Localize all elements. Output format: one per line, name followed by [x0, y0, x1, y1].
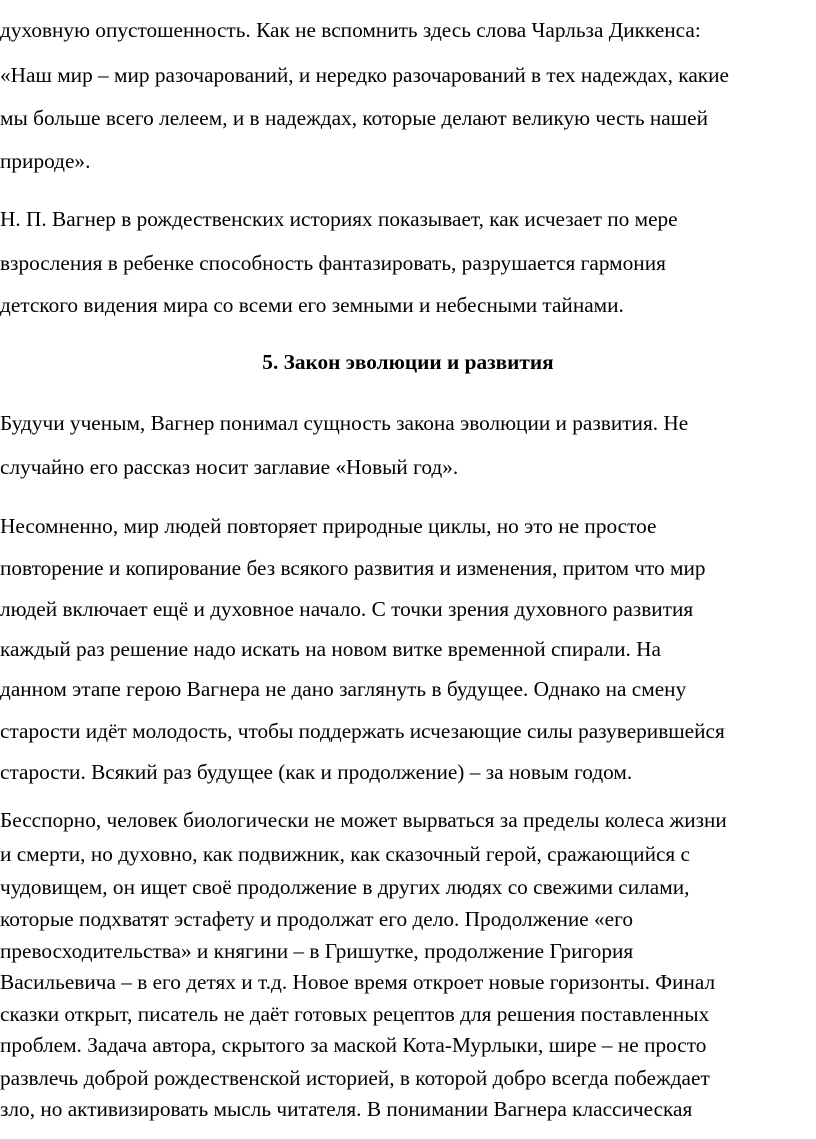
text-line: Васильевича – в его детях и т.д. Новое время откроет новые горизонты. Финал [0, 970, 716, 994]
text-line: Будучи ученым, Вагнер понимал сущность закона эволюции и развития. Не [0, 411, 689, 435]
text-line: Н. П. Вагнер в рождественских историях показывает, как исчезает по мере [0, 207, 678, 231]
text-line: духовную опустошенность. Как не вспомнить здесь слова Чарльза Диккенса: [0, 18, 701, 42]
text-line: Бесспорно, человек биологически не может вырваться за пределы колеса жизни [0, 808, 727, 832]
text-line: мы больше всего лелеем, и в надеждах, которые делают великую честь нашей [0, 106, 708, 130]
text-line: чудовищем, он ищет своё продолжение в других людях со свежими силами, [0, 875, 690, 899]
text-line: людей включает ещё и духовное начало. С точки зрения духовного развития [0, 597, 694, 621]
text-line: детского видения мира со всеми его земными и небесными тайнами. [0, 293, 624, 317]
text-line: зло, но активизировать мысль читателя. В понимании Вагнера классическая [0, 1097, 693, 1121]
text-line: природе». [0, 149, 91, 173]
text-line: Несомненно, мир людей повторяет природные циклы, но это не простое [0, 514, 657, 538]
text-line: повторение и копирование без всякого развития и изменения, притом что мир [0, 556, 706, 580]
text-line: сказки открыт, писатель не даёт готовых рецептов для решения поставленных [0, 1002, 710, 1026]
text-line: «Наш мир – мир разочарований, и нередко разочарований в тех надеждах, какие [0, 63, 729, 87]
text-line: старости идёт молодость, чтобы поддержать исчезающие силы разуверившейся [0, 719, 725, 743]
text-line: превосходительства» и княгини – в Гришутке, продолжение Григория [0, 939, 634, 963]
text-line: которые подхватят эстафету и продолжат его дело. Продолжение «его [0, 907, 633, 931]
text-line: проблем. Задача автора, скрытого за маской Кота-Мурлыки, шире – не просто [0, 1033, 707, 1057]
text-line: случайно его рассказ носит заглавие «Новый год». [0, 455, 459, 479]
text-line: данном этапе герою Вагнера не дано заглянуть в будущее. Однако на смену [0, 677, 687, 701]
text-line: развлечь доброй рождественской историей, в которой добро всегда побеждает [0, 1066, 710, 1090]
text-line: старости. Всякий раз будущее (как и продолжение) – за новым годом. [0, 760, 633, 784]
text-line: взросления в ребенке способность фантазировать, разрушается гармония [0, 251, 666, 275]
text-line: и смерти, но духовно, как подвижник, как сказочный герой, сражающийся с [0, 842, 690, 866]
text-line: каждый раз решение надо искать на новом витке временной спирали. На [0, 637, 662, 661]
section-heading: 5. Закон эволюции и развития [262, 350, 554, 374]
